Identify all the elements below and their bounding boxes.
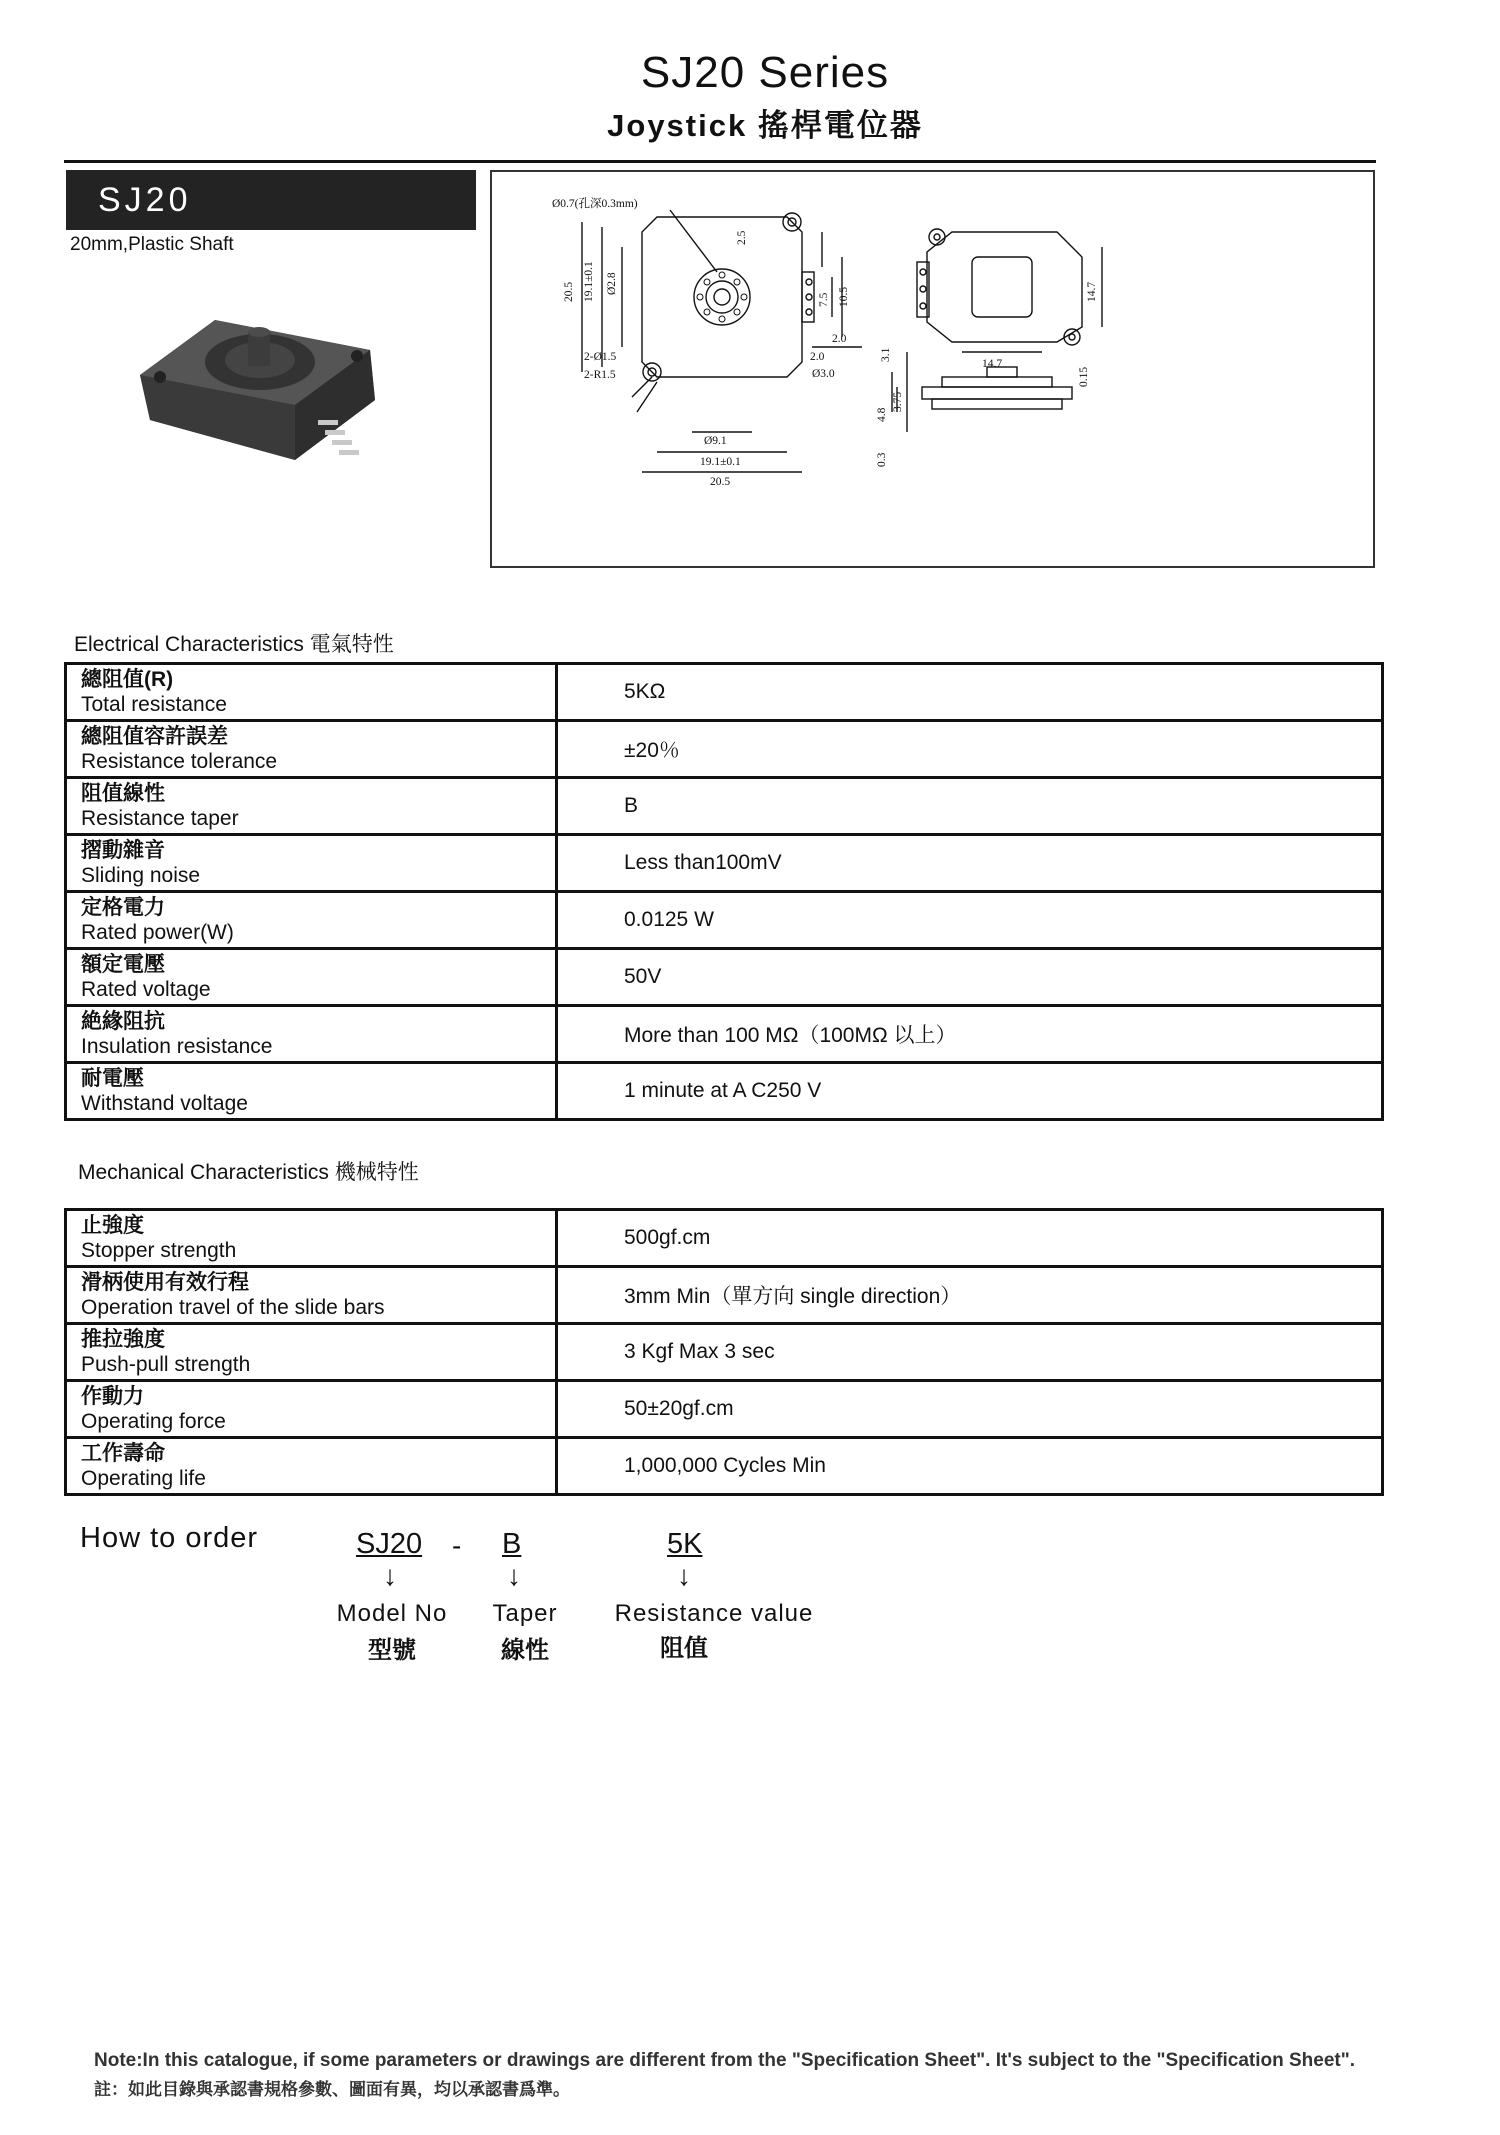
- product-photo: [120, 280, 400, 470]
- order-code-resistance: 5K: [667, 1528, 703, 1560]
- electrical-row: [66, 778, 1383, 835]
- dim-4-8: 4.8: [876, 407, 888, 422]
- order-label-taper-cn: 線性: [501, 1637, 549, 1664]
- spec-label-en: Stopper strength: [81, 1239, 237, 1262]
- mechanical-table: [64, 1208, 1384, 1496]
- spec-label-cn: 滑柄使用有效行程: [81, 1271, 249, 1294]
- page-title: SJ20 Series: [640, 48, 890, 97]
- order-label-resistance-cn: 阻值: [660, 1635, 708, 1662]
- dim-10-5: 10.5: [838, 286, 850, 307]
- spec-label-en: Insulation resistance: [81, 1035, 273, 1058]
- dim-3-75: 3.75: [892, 391, 904, 412]
- mechanical-row: [66, 1267, 1383, 1324]
- spec-label-en: Operation travel of the slide bars: [81, 1296, 385, 1319]
- electrical-row: [66, 1063, 1383, 1120]
- dim-hole-2: 2-Ø1.5: [584, 351, 617, 363]
- spec-label-cell: [66, 1063, 557, 1120]
- dim-7-5: 7.5: [818, 292, 830, 307]
- page-subtitle: Joystick 搖桿電位器: [607, 108, 923, 143]
- spec-label-cn: 阻值線性: [81, 782, 165, 805]
- mechanical-row: [66, 1381, 1383, 1438]
- spec-label-en: Operating force: [81, 1410, 226, 1433]
- footer-note-cn: 註：如此目錄與承認書規格參數、圖面有異，均以承認書爲準。: [94, 2080, 570, 2099]
- spec-label-cell: [66, 1267, 557, 1324]
- electrical-row: [66, 949, 1383, 1006]
- footer-note-en: Note:In this catalogue, if some parameters or drawings are different from the "Specification Sheet". It's subject to the "Specification Sheet".: [94, 2050, 1356, 2071]
- technical-drawing: [490, 170, 1375, 568]
- spec-value: 3 Kgf Max 3 sec: [557, 1324, 1383, 1381]
- spec-label-en: Resistance taper: [81, 807, 239, 830]
- arrow-down-icon: ↓: [383, 1560, 397, 1591]
- spec-label-en: Withstand voltage: [81, 1092, 248, 1115]
- spec-label-cn: 推拉強度: [81, 1328, 165, 1351]
- spec-label-en: Rated power(W): [81, 921, 234, 944]
- spec-label-en: Sliding noise: [81, 864, 201, 887]
- spec-label-cell: [66, 1381, 557, 1438]
- mechanical-row: [66, 1324, 1383, 1381]
- arrow-down-icon: ↓: [677, 1560, 691, 1591]
- spec-value: 1,000,000 Cycles Min: [557, 1438, 1383, 1495]
- dim-0-15: 0.15: [1078, 366, 1090, 387]
- dim-2-8: Ø2.8: [606, 272, 618, 295]
- dim-14-7-vert: 14.7: [1086, 281, 1098, 302]
- spec-value: 0.0125 W: [557, 892, 1383, 949]
- electrical-row: [66, 721, 1383, 778]
- order-label-model-cn: 型號: [368, 1637, 416, 1664]
- spec-label-cn: 耐電壓: [81, 1067, 144, 1090]
- spec-label-cn: 額定電壓: [81, 953, 165, 976]
- dim-19-1-vert: 19.1±0.1: [583, 261, 595, 302]
- dim-20-5-vert: 20.5: [563, 281, 575, 302]
- dim-9-1: Ø9.1: [704, 435, 727, 447]
- spec-value: B: [557, 778, 1383, 835]
- electrical-table: [64, 662, 1384, 1121]
- arrow-down-icon: ↓: [507, 1560, 521, 1591]
- order-code-taper: B: [502, 1528, 522, 1560]
- spec-label-cell: [66, 778, 557, 835]
- order-code-model: SJ20: [356, 1528, 423, 1560]
- dim-14-7-horiz: 14.7: [982, 358, 1003, 370]
- spec-label-cn: 工作壽命: [81, 1442, 165, 1465]
- dim-19-1-horiz: 19.1±0.1: [700, 456, 741, 468]
- dim-2-5: 2.5: [736, 230, 748, 245]
- spec-value: 500gf.cm: [557, 1210, 1383, 1267]
- dim-20-5-horiz: 20.5: [710, 476, 731, 488]
- spec-label-cn: 作動力: [81, 1385, 144, 1408]
- spec-label-cn: 摺動雜音: [81, 839, 165, 862]
- spec-value: ±20％: [557, 721, 1383, 778]
- spec-label-en: Total resistance: [81, 693, 227, 716]
- spec-value: 50V: [557, 949, 1383, 1006]
- electrical-row: [66, 664, 1383, 721]
- shaft-description: 20mm,Plastic Shaft: [70, 234, 234, 255]
- dim-0-3: 0.3: [876, 452, 888, 467]
- spec-label-cn: 定格電力: [81, 896, 165, 919]
- spec-label-cell: [66, 1006, 557, 1063]
- mechanical-row: [66, 1438, 1383, 1495]
- dim-3-0: Ø3.0: [812, 368, 835, 380]
- order-dash: -: [452, 1530, 462, 1561]
- spec-label-cell: [66, 721, 557, 778]
- spec-value: 50±20gf.cm: [557, 1381, 1383, 1438]
- order-title: How to order: [80, 1522, 259, 1554]
- spec-label-cell: [66, 949, 557, 1006]
- mechanical-row: [66, 1210, 1383, 1267]
- spec-label-en: Resistance tolerance: [81, 750, 278, 773]
- dim-3-1: 3.1: [880, 347, 892, 362]
- spec-label-cell: [66, 835, 557, 892]
- dimension-drawing: [492, 172, 1373, 566]
- spec-label-cell: [66, 1438, 557, 1495]
- spec-label-cn: 總阻值容許誤差: [81, 725, 228, 748]
- spec-label-cell: [66, 892, 557, 949]
- spec-label-en: Push-pull strength: [81, 1353, 251, 1376]
- spec-value: 1 minute at A C250 V: [557, 1063, 1383, 1120]
- model-label: SJ20: [66, 170, 476, 230]
- spec-value: 5KΩ: [557, 664, 1383, 721]
- order-label-resistance: Resistance value: [614, 1600, 814, 1627]
- spec-label-cn: 絶緣阻抗: [81, 1010, 165, 1033]
- dim-2-0: 2.0: [832, 333, 847, 345]
- electrical-row: [66, 835, 1383, 892]
- header-divider: [64, 160, 1376, 163]
- spec-value: Less than100mV: [557, 835, 1383, 892]
- order-label-taper: Taper: [492, 1600, 558, 1627]
- order-label-model: Model No: [336, 1600, 448, 1627]
- spec-label-cell: [66, 1210, 557, 1267]
- electrical-row: [66, 892, 1383, 949]
- spec-label-cell: [66, 1324, 557, 1381]
- spec-label-cn: 總阻值(R): [81, 668, 174, 691]
- spec-label-cn: 止強度: [81, 1214, 144, 1237]
- electrical-row: [66, 1006, 1383, 1063]
- spec-value: 3mm Min（單方向 single direction）: [557, 1267, 1383, 1324]
- dim-hole: Ø0.7(孔深0.3mm): [552, 198, 638, 210]
- electrical-heading: Electrical Characteristics 電氣特性: [74, 633, 394, 656]
- spec-label-cell: [66, 664, 557, 721]
- mechanical-heading: Mechanical Characteristics 機械特性: [78, 1161, 419, 1184]
- spec-label-en: Rated voltage: [81, 978, 211, 1001]
- spec-label-en: Operating life: [81, 1467, 206, 1490]
- spec-value: More than 100 MΩ（100MΩ 以上）: [557, 1006, 1383, 1063]
- dim-r1-5: 2-R1.5: [584, 369, 616, 381]
- dim-2-0b: 2.0: [810, 351, 825, 363]
